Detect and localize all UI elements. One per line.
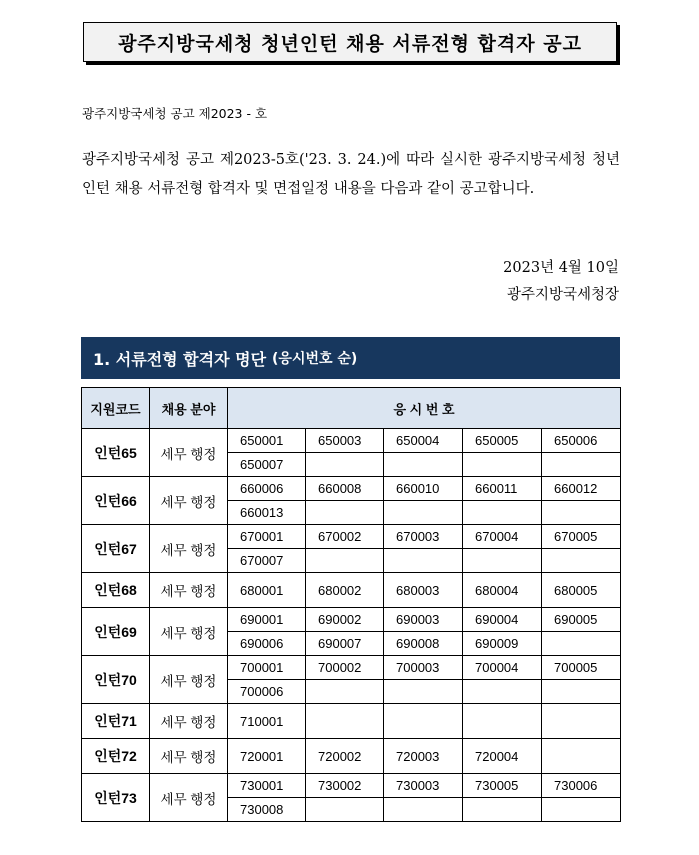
exam-number-cell: 700001 (228, 656, 306, 680)
exam-number-cell (463, 501, 542, 525)
exam-number-cell: 670007 (228, 549, 306, 573)
exam-number-cell: 660006 (228, 477, 306, 501)
exam-number-cell: 650007 (228, 453, 306, 477)
exam-number-cell (306, 704, 384, 739)
exam-number-cell (542, 549, 621, 573)
exam-number-cell (463, 798, 542, 822)
recruit-field: 세무 행정 (150, 525, 228, 573)
recruit-field: 세무 행정 (150, 608, 228, 656)
exam-number-cell: 660011 (463, 477, 542, 501)
exam-number-cell (384, 704, 463, 739)
exam-number-cell: 700006 (228, 680, 306, 704)
exam-number-cell (542, 680, 621, 704)
exam-number-cell (542, 453, 621, 477)
exam-number-cell: 710001 (228, 704, 306, 739)
header-field: 채용 분야 (150, 388, 228, 429)
applicant-code: 인턴67 (82, 525, 150, 573)
exam-number-cell: 720003 (384, 739, 463, 774)
exam-number-cell (384, 680, 463, 704)
exam-number-cell: 720001 (228, 739, 306, 774)
applicant-code: 인턴65 (82, 429, 150, 477)
exam-number-cell: 660013 (228, 501, 306, 525)
recruit-field: 세무 행정 (150, 656, 228, 704)
exam-number-cell: 650003 (306, 429, 384, 453)
exam-number-cell: 730006 (542, 774, 621, 798)
exam-number-cell (542, 739, 621, 774)
exam-number-cell: 670002 (306, 525, 384, 549)
exam-number-cell: 690008 (384, 632, 463, 656)
exam-number-cell: 690001 (228, 608, 306, 632)
exam-number-cell (306, 501, 384, 525)
applicant-code: 인턴70 (82, 656, 150, 704)
exam-number-cell (542, 798, 621, 822)
exam-number-cell (463, 704, 542, 739)
exam-number-cell: 700002 (306, 656, 384, 680)
recruit-field: 세무 행정 (150, 573, 228, 608)
table-row (82, 704, 621, 739)
exam-number-cell: 730002 (306, 774, 384, 798)
exam-number-cell: 690002 (306, 608, 384, 632)
exam-number-cell: 690005 (542, 608, 621, 632)
exam-number-cell (306, 549, 384, 573)
recruit-field: 세무 행정 (150, 429, 228, 477)
section-title: 1. 서류전형 합격자 명단 (93, 349, 267, 369)
exam-number-cell: 670005 (542, 525, 621, 549)
exam-number-cell: 730003 (384, 774, 463, 798)
exam-number-cell (306, 453, 384, 477)
exam-number-cell: 730008 (228, 798, 306, 822)
exam-number-cell: 720004 (463, 739, 542, 774)
passers-table (81, 387, 621, 822)
exam-number-cell: 690009 (463, 632, 542, 656)
exam-number-cell: 690003 (384, 608, 463, 632)
applicant-code: 인턴72 (82, 739, 150, 774)
notice-number: 광주지방국세청 공고 제2023 - 호 (82, 106, 268, 121)
exam-number-cell: 700005 (542, 656, 621, 680)
exam-number-cell: 730001 (228, 774, 306, 798)
exam-number-cell: 690004 (463, 608, 542, 632)
exam-number-cell (463, 453, 542, 477)
exam-number-cell: 700003 (384, 656, 463, 680)
exam-number-cell (306, 798, 384, 822)
notice-date: 2023년 4월 10일 (503, 260, 619, 276)
exam-number-cell: 650001 (228, 429, 306, 453)
exam-number-cell: 680003 (384, 573, 463, 608)
table-row (82, 656, 621, 680)
exam-number-cell: 650004 (384, 429, 463, 453)
table-row (82, 429, 621, 453)
recruit-field: 세무 행정 (150, 739, 228, 774)
exam-number-cell: 720002 (306, 739, 384, 774)
exam-number-cell: 660008 (306, 477, 384, 501)
exam-number-cell (384, 453, 463, 477)
table-row (82, 608, 621, 632)
exam-number-cell: 680005 (542, 573, 621, 608)
issuer: 광주지방국세청장 (506, 287, 619, 303)
table-row (82, 573, 621, 608)
applicant-code: 인턴73 (82, 774, 150, 822)
document-title: 광주지방국세청 청년인턴 채용 서류전형 합격자 공고 (83, 22, 617, 62)
exam-number-cell: 670004 (463, 525, 542, 549)
exam-number-cell: 730005 (463, 774, 542, 798)
exam-number-cell (384, 549, 463, 573)
exam-number-cell: 680002 (306, 573, 384, 608)
exam-number-cell: 690007 (306, 632, 384, 656)
exam-number-cell: 670001 (228, 525, 306, 549)
table-header-row (82, 388, 621, 429)
header-numbers: 응 시 번 호 (228, 388, 621, 429)
exam-number-cell (306, 680, 384, 704)
exam-number-cell: 650006 (542, 429, 621, 453)
section-header (81, 337, 620, 379)
section-subtitle: (응시번호 순) (272, 351, 358, 367)
recruit-field: 세무 행정 (150, 774, 228, 822)
notice-body: 광주지방국세청 공고 제2023-5호('23. 3. 24.)에 따라 실시한 광주지방국세청 청년인턴 채용 서류전형 합격자 및 면접일정 내용을 다음과 같이 공고합니다. (82, 152, 620, 197)
table-row (82, 774, 621, 798)
exam-number-cell (463, 549, 542, 573)
applicant-code: 인턴71 (82, 704, 150, 739)
exam-number-cell: 670003 (384, 525, 463, 549)
exam-number-cell: 680004 (463, 573, 542, 608)
exam-number-cell (463, 680, 542, 704)
exam-number-cell: 690006 (228, 632, 306, 656)
table-row (82, 477, 621, 501)
exam-number-cell (384, 798, 463, 822)
header-code: 지원코드 (82, 388, 150, 429)
exam-number-cell (542, 632, 621, 656)
recruit-field: 세무 행정 (150, 477, 228, 525)
table-row (82, 739, 621, 774)
exam-number-cell: 660010 (384, 477, 463, 501)
applicant-code: 인턴69 (82, 608, 150, 656)
exam-number-cell (542, 501, 621, 525)
exam-number-cell: 650005 (463, 429, 542, 453)
table-row (82, 525, 621, 549)
applicant-code: 인턴68 (82, 573, 150, 608)
exam-number-cell: 660012 (542, 477, 621, 501)
exam-number-cell: 680001 (228, 573, 306, 608)
applicant-code: 인턴66 (82, 477, 150, 525)
recruit-field: 세무 행정 (150, 704, 228, 739)
exam-number-cell (384, 501, 463, 525)
exam-number-cell (542, 704, 621, 739)
exam-number-cell: 700004 (463, 656, 542, 680)
